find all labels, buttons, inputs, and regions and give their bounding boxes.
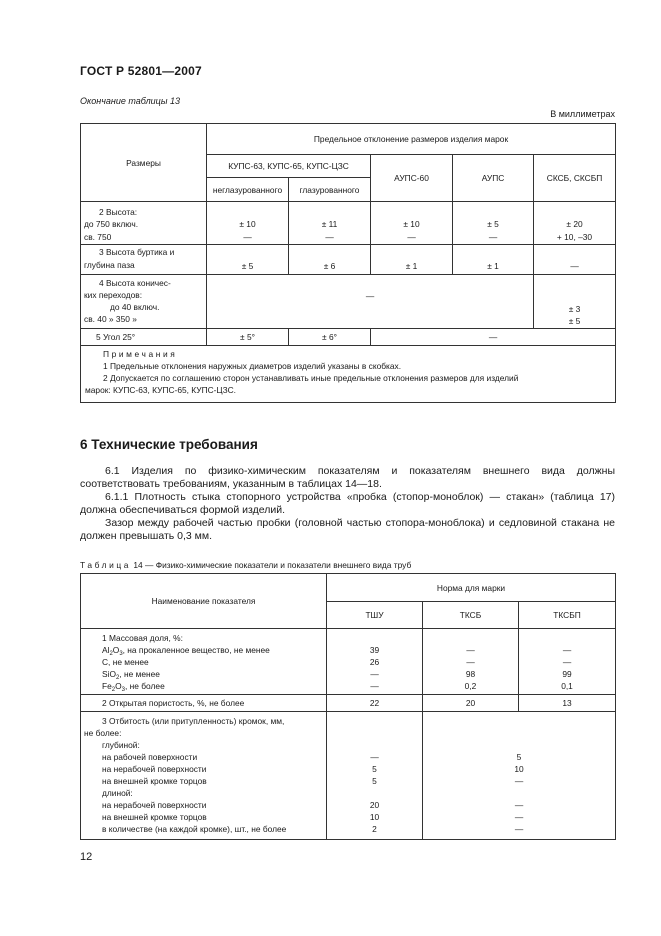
conic-label-4: св. 40 » 350 » (84, 314, 137, 324)
note-2a: 2 Допускается по соглашению сторон устанавливать иные предельные отклонения размеров для изделий (103, 372, 519, 383)
cell: ± 1 (453, 244, 534, 274)
row-conic-label (81, 274, 207, 328)
edge-l6: на внешней кромке торцов (102, 776, 207, 786)
row-height-750-label: до 750 включ. (81, 218, 207, 230)
col-head-aups: АУПС (453, 155, 534, 202)
cell: — (371, 230, 453, 244)
cell: 5 (516, 752, 522, 762)
cell: 20 (369, 800, 380, 810)
cell: ± 5 (207, 244, 289, 274)
row-bead-label (81, 244, 207, 274)
cell: ± 1 (371, 244, 453, 274)
mass-fe2o3 (84, 680, 323, 692)
cell: 39 (369, 645, 380, 655)
edge-l3: глубиной: (102, 740, 140, 750)
t: , не более (124, 681, 165, 691)
conic-merged-cell: — (207, 274, 534, 328)
edge-tksb-merged-cell (423, 712, 616, 840)
col-head-unglazed: неглазурованного (207, 178, 289, 202)
document-header: ГОСТ Р 52801—2007 (80, 64, 202, 78)
cell: 13 (519, 695, 616, 712)
mass-al2o3 (84, 644, 323, 656)
col-head-tshu: ТШУ (327, 602, 423, 629)
table14-caption-word: Таблица (80, 560, 132, 570)
table14 (80, 573, 616, 840)
section-body (80, 465, 615, 543)
cell: 0,1 (561, 681, 573, 691)
mass-sio2 (84, 668, 323, 680)
col-head-aups60: АУПС-60 (371, 155, 453, 202)
t: , не менее (119, 669, 160, 679)
cell: — (207, 230, 289, 244)
section-title: 6 Технические требования (80, 437, 258, 452)
col-head-sizes: Размеры (81, 124, 207, 202)
cell: — (562, 657, 572, 667)
cell: ± 5 (453, 218, 534, 230)
cell: — (534, 244, 616, 274)
cell: — (514, 800, 524, 810)
cell: — (466, 645, 475, 655)
table13 (80, 123, 616, 403)
cell: ± 10 (371, 218, 453, 230)
mass-tksb-cell (423, 629, 519, 695)
t: SiO (102, 669, 116, 679)
cell: ± 6° (289, 328, 371, 345)
t: O (112, 645, 120, 655)
edge-l7: длиной: (102, 788, 133, 798)
cell: 2 (372, 824, 377, 834)
cell: — (562, 645, 572, 655)
cell: — (370, 669, 379, 679)
cell: 10 (514, 764, 524, 774)
table14-caption (80, 560, 411, 570)
conic-sksb-cell (534, 274, 616, 328)
cell: — (370, 752, 379, 762)
mass-c: С, не менее (102, 657, 149, 667)
row-angle-label: 5 Угол 25° (81, 328, 207, 345)
col-head-deviation: Предельное отклонение размеров изделия марок (207, 124, 616, 155)
t: 2 (111, 687, 116, 693)
table13-notes (81, 345, 616, 402)
cell: + 10, –30 (534, 230, 616, 244)
t: 2 (115, 675, 120, 681)
conic-sksb-2: ± 5 (568, 315, 581, 326)
t: Al (102, 645, 110, 655)
mass-tshu-cell (327, 629, 423, 695)
row-mass-fraction-label (81, 629, 327, 695)
cell: 26 (369, 657, 380, 667)
edge-l5: на нерабочей поверхности (102, 764, 207, 774)
conic-label-2: ких переходов: (84, 290, 143, 300)
cell: 98 (465, 669, 476, 679)
page-number: 12 (80, 851, 93, 863)
cell: — (370, 681, 379, 691)
cell: 22 (327, 695, 423, 712)
edge-l8: на нерабочей поверхности (102, 800, 207, 810)
cell: 5 (372, 764, 377, 774)
table13-unit: В миллиметрах (550, 109, 615, 119)
t: 3 (121, 687, 125, 693)
t: 2 (109, 651, 113, 657)
cell: — (289, 230, 371, 244)
conic-sksb-1: ± 3 (568, 303, 581, 314)
row-edge-label (81, 712, 327, 840)
t: O (115, 681, 122, 691)
paragraph-6-1-1: 6.1.1 Плотность стыка стопорного устройства «пробка (стопор-моноблок) — стакан» (таблица 17) должна обеспечиваться формой изделий. (80, 491, 615, 516)
cell: ± 5° (207, 328, 289, 345)
mass-title: 1 Массовая доля, %: (102, 633, 183, 643)
col-head-sksb: СКСБ, СКСБП (534, 155, 616, 202)
edge-l9: на внешней кромке торцов (102, 812, 207, 822)
cell: — (453, 230, 534, 244)
t: , на прокаленное вещество, не менее (122, 645, 270, 655)
cell: ± 20 (534, 218, 616, 230)
cell: 5 (372, 776, 377, 786)
cell: ± 11 (289, 218, 371, 230)
paragraph-6-1: 6.1 Изделия по физико-химическим показателям и показателям внешнего вида должны соответствовать требованиям, указанным в таблицах 14—18. (80, 465, 615, 490)
edge-l2: не более: (84, 728, 122, 738)
cell: 99 (562, 669, 572, 679)
cell: — (371, 328, 616, 345)
col-head-tksbp: ТКСБП (519, 602, 616, 629)
cell: 10 (369, 812, 380, 822)
col-head-norm: Норма для марки (327, 574, 616, 602)
cell: 0,2 (464, 681, 477, 691)
table14-caption-rest: 14 — Физико-химические показатели и показатели внешнего вида труб (133, 560, 412, 570)
col-head-glazed: глазурованного (289, 178, 371, 202)
table13-caption: Окончание таблицы 13 (80, 96, 180, 106)
cell: — (514, 776, 524, 786)
cell: — (466, 657, 475, 667)
row-porosity-label: 2 Открытая пористость, %, не более (81, 695, 327, 712)
mass-tksbp-cell (519, 629, 616, 695)
cell: — (514, 824, 524, 834)
conic-label-1: 4 Высота коничес- (99, 278, 171, 288)
edge-l10: в количестве (на каждой кромке), шт., не более (102, 824, 287, 834)
bead-label-1: 3 Высота буртика и (99, 247, 175, 257)
note-1: 1 Предельные отклонения наружных диаметров изделий указаны в скобках. (103, 360, 402, 371)
cell: ± 6 (289, 244, 371, 274)
edge-l4: на рабочей поверхности (102, 752, 198, 762)
paragraph-gap: Зазор между рабочей частью пробки (головной частью стопора-моноблока) и седловиной стакана не должен превышать 0,3 мм. (80, 517, 615, 542)
note-2b: марок: КУПС-63, КУПС-65, КУПС-ЦЗС. (85, 384, 236, 395)
edge-l1: 3 Отбитость (или притупленность) кромок, мм, (102, 716, 285, 726)
t: Fe (102, 681, 112, 691)
cell: ± 10 (207, 218, 289, 230)
conic-label-3: до 40 включ. (110, 302, 160, 312)
col-head-tksb: ТКСБ (423, 602, 519, 629)
col-head-kups: КУПС-63, КУПС-65, КУПС-ЦЗС (207, 155, 371, 178)
col-head-name: Наименование показателя (81, 574, 327, 629)
cell: — (514, 812, 524, 822)
row-height-over-label: св. 750 (81, 230, 207, 244)
bead-label-2: глубина паза (84, 260, 135, 270)
notes-title: Примечания (103, 348, 178, 359)
cell: 20 (423, 695, 519, 712)
t: 3 (119, 651, 123, 657)
edge-tshu-cell (327, 712, 423, 840)
row-height-label: 2 Высота: (81, 202, 207, 219)
